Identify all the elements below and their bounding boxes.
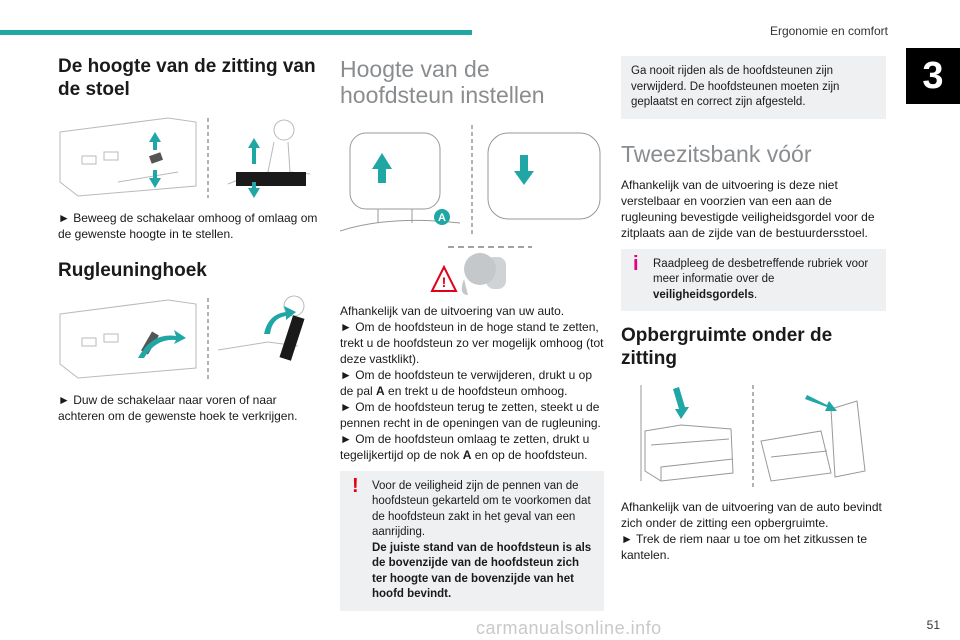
heading-bench-seat: Tweezitsbank vóór xyxy=(621,140,812,167)
header-accent-bar xyxy=(0,30,472,35)
headrest-caution-box: Ga nooit rijden als de hoofdsteunen zijn verwijderd. De hoofdsteunen moeten zijn geplaatst en correct zijn afgesteld. xyxy=(621,56,886,119)
headrest-intro: Afhankelijk van de uitvoering van uw auto. xyxy=(340,303,565,318)
backrest-illustration xyxy=(58,292,320,384)
heading-seat-height: De hoogte van de zitting van de stoel xyxy=(58,56,316,100)
heading-backrest-angle: Rugleuninghoek xyxy=(58,259,207,281)
backrest-instruction: ► Duw de schakelaar naar voren of naar achteren om de gewenste hoek te verkrijgen. xyxy=(58,393,298,424)
svg-text:!: ! xyxy=(441,273,447,290)
headrest-step-lower: ► Om de hoofdsteun omlaag te zetten, drukt u tegelijkertijd op de nok A en op de hoofdsteun. xyxy=(340,431,590,462)
heading-headrest: Hoogte van de hoofdsteun instellen xyxy=(340,56,545,109)
headrest-diagram xyxy=(340,119,604,295)
seat-height-switch-icon xyxy=(58,112,320,202)
label-A: A xyxy=(438,211,446,224)
watermark: carmanualsonline.info xyxy=(476,618,662,638)
headrest-step-remove: ► Om de hoofdsteun te verwijderen, drukt u op de pal A en trekt u de hoofdsteun omhoog. xyxy=(340,367,593,398)
backrest-switch-icon xyxy=(58,292,320,384)
storage-description: Afhankelijk van de uitvoering van de auto bevindt zich onder de zitting een opbergruimte. xyxy=(621,500,882,531)
column-headrest xyxy=(340,56,604,611)
seat-height-illustration xyxy=(58,112,320,202)
column-bench xyxy=(621,56,886,563)
warning-exclamation-icon: ! xyxy=(352,474,359,497)
seatbelt-info-box: i Raadpleeg de desbetreffende rubriek voor meer informatie over de veiligheidsgordels. xyxy=(621,249,886,312)
headrest-step-refit: ► Om de hoofdsteun terug te zetten, steekt u de pennen recht in de openingen van de rugleuning. xyxy=(340,399,601,430)
headrest-step-raise: ► Om de hoofdsteun in de hoge stand te zetten, trekt u de hoofdsteun zo ver mogelijk omhoog (tot deze vastklikt). xyxy=(340,319,604,366)
storage-instruction: ► Trek de riem naar u toe om het zitkussen te kantelen. xyxy=(621,532,867,563)
bench-seat-description: Afhankelijk van de uitvoering is deze niet verstelbaar en voorzien van een aan de rugleuning bevestigde veiligheidsgordel voor de zitplaats aan de zijde van de bestuurdersstoel. xyxy=(621,177,875,240)
headrest-illustration xyxy=(340,119,604,295)
storage-illustration xyxy=(621,381,886,491)
seat-height-instruction: ► Beweeg de schakelaar omhoog of omlaag om de gewenste hoogte in te stellen. xyxy=(58,210,318,241)
under-seat-storage-diagram xyxy=(621,381,886,491)
heading-under-seat-storage: Opbergruimte onder de zitting xyxy=(621,325,833,370)
running-header: Ergonomie en comfort xyxy=(769,24,888,38)
headrest-warning-box: ! Voor de veiligheid zijn de pennen van de hoofdsteun gekarteld om te voorkomen dat de hoofdsteun zakt in het geval van een aanrijding. De juiste stand van de hoofdsteun is als de bovenzijde van de hoofdsteun zich ter hoogte van de bovenzijde van het hoofd bevindt. xyxy=(340,471,604,611)
chapter-number-tab: 3 xyxy=(906,48,960,104)
page-number: 51 xyxy=(926,618,940,632)
column-seat-adjust xyxy=(58,56,320,424)
info-icon: i xyxy=(633,252,639,275)
